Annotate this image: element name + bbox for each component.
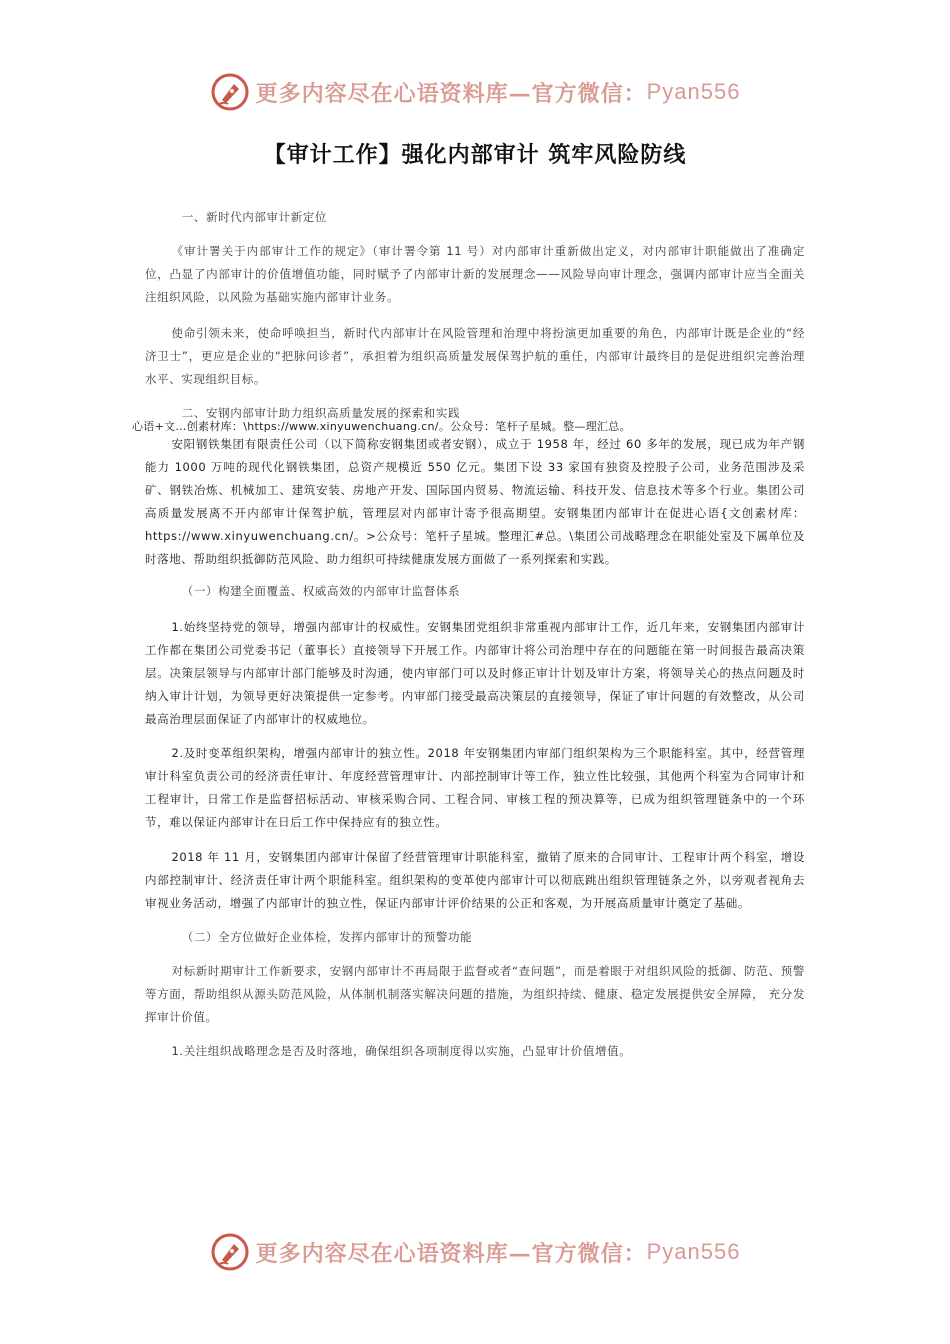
subsection-2-heading: （二）全方位做好企业体检，发挥内部审计的预警功能 (181, 930, 473, 944)
footer-watermark-banner (0, 1230, 950, 1274)
banner-wechat-id: Pyan556 (646, 79, 741, 104)
banner-wechat-id: Pyan556 (646, 1239, 741, 1264)
section-2-paragraph-1: 安阳钢铁集团有限责任公司（以下简称安钢集团或者安钢），成立于 1958 年，经过 60 多年的发展，现已成为年产钢能力 1000 万吨的现代化钢铁集团，总资产规模近 550 亿元。集团下设 33 家国有独资及控股子公司，业务范围涉及采矿、钢铁冶炼、机械加工、建筑安装、房地产开发、国际国内贸易、物流运输、科技开发、信息技术等多个行业。集团公司高质量发展离不开内部审计保驾护航，管理层对内部审计寄予很高期望。安钢集团内部审计在促进心语{文创素材库：https://www.xinyuwenchuang.cn/。>公众号：笔杆子星城。整理汇#总。\集团公司战略理念在职能处室及下属单位及时落地、帮助组织抵御防范风险、助力组织可持续健康发展方面做了一系列探索和实践。 (145, 437, 805, 566)
subsection-1-paragraph-2: 2.及时变革组织架构，增强内部审计的独立性。2018 年安钢集团内审部门组织架构为三个职能科室。其中，经营管理审计科室负责公司的经济责任审计、年度经营管理审计、内部控制审计等工作，独立性比较强，其他两个科室为合同审计和工程审计，日常工作是监督招标活动、审核采购合同、工程合同、审核工程的预决算等，已成为组织管理链条中的一个环节，难以保证内部审计在日后工作中保持应有的独立性。 (145, 746, 805, 829)
pen-nib-circle-logo-icon (210, 72, 250, 112)
subsection-1-paragraph-1: 1.始终坚持党的领导，增强内部审计的权威性。安钢集团党组织非常重视内部审计工作，近几年来，安钢集团内部审计工作都在集团公司党委书记（董事长）直接领导下开展工作。内部审计将公司治理中存在的问题能在第一时间报告最高决策层。决策层领导与内部审计部门能够及时沟通，使内审部门可以及时修正审计计划及审计方案，将领导关心的热点问题及时纳入审计计划，为领导更好决策提供一定参考。内审部门接受最高决策层的直接领导，保证了审计问题的有效整改，从公司最高治理层面保证了内部审计的权威地位。 (145, 620, 805, 726)
banner-text: 更多内容尽在心语资料库—官方微信： (255, 80, 647, 107)
document-title: 【审计工作】强化内部审计 筑牢风险防线 (263, 143, 687, 168)
section-1-heading: 一、新时代内部审计新定位 (181, 210, 327, 224)
source-note: 心语+文…创素材库：\https://www.xinyuwenchuang.cn/。公众号：笔杆子星城。整—理汇总。 (132, 420, 631, 433)
section-1-paragraph-2: 使命引领未来，使命呼唤担当，新时代内部审计在风险管理和治理中将扮演更加重要的角色，内部审计既是企业的“经济卫士”，更应是企业的“把脉问诊者”，承担着为组织高质量发展保驾护航的重任，内部审计最终目的是促进组织完善治理水平、实现组织目标。 (145, 326, 805, 386)
banner-text: 更多内容尽在心语资料库—官方微信： (255, 1240, 647, 1267)
subsection-1-paragraph-3: 2018 年 11 月，安钢集团内部审计保留了经营管理审计职能科室，撤销了原来的合同审计、工程审计两个科室，增设内部控制审计、经济责任审计两个职能科室。组织架构的变革使内部审计可以彻底跳出组织管理链条之外，以旁观者视角去审视业务活动，增强了内部审计的独立性，保证内部审计评价结果的公正和客观，为开展高质量审计奠定了基础。 (145, 850, 805, 910)
header-watermark-banner (0, 70, 950, 114)
section-2-heading: 二、安钢内部审计助力组织高质量发展的探索和实践 (181, 406, 461, 420)
section-1-paragraph-1: 《审计署关于内部审计工作的规定》（审计署令第 11 号）对内部审计重新做出定义，对内部审计职能做出了准确定位，凸显了内部审计的价值增值功能，同时赋予了内部审计新的发展理念——风险导向审计理念，强调内部审计应当全面关注组织风险，以风险为基础实施内部审计业务。 (145, 244, 805, 304)
subsection-2-paragraph-1: 对标新时期审计工作新要求，安钢内部审计不再局限于监督或者“查问题”，而是着眼于对组织风险的抵御、防范、预警等方面，帮助组织从源头防范风险，从体制机制落实解决问题的措施，为组织持续、健康、稳定发展提供安全屏障， 充分发挥审计价值。 (145, 964, 805, 1024)
subsection-1-heading: （一）构建全面覆盖、权威高效的内部审计监督体系 (181, 584, 461, 598)
pen-nib-circle-logo-icon (210, 1232, 250, 1272)
subsection-2-paragraph-2: 1.关注组织战略理念是否及时落地，确保组织各项制度得以实施，凸显审计价值增值。 (171, 1044, 632, 1058)
